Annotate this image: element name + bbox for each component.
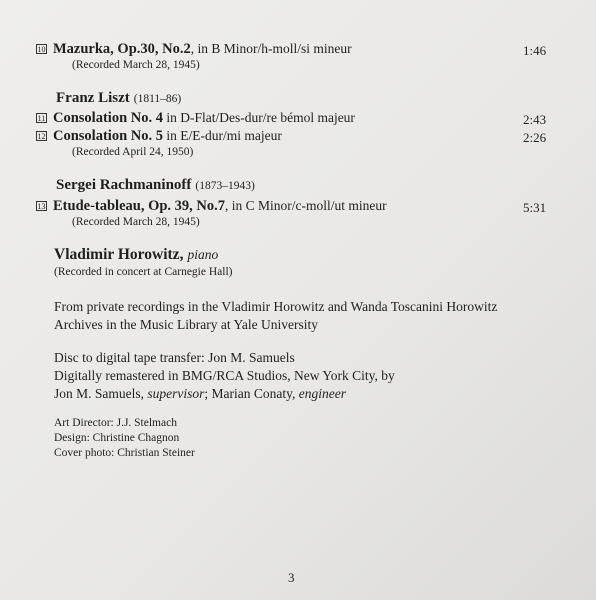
credit-cover-photo: Cover photo: Christian Steiner — [54, 447, 195, 459]
work-detail: , in C Minor/c-moll/ut mineur — [225, 198, 387, 213]
composer-name: Franz Liszt — [56, 90, 130, 106]
source-line: Archives in the Music Library at Yale University — [54, 317, 318, 332]
composer-heading — [56, 89, 181, 107]
credits-block — [54, 416, 195, 461]
page-number: 3 — [288, 570, 295, 585]
work-detail: , in B Minor/h-moll/si mineur — [190, 41, 352, 56]
transfer-line: Disc to digital tape transfer: Jon M. Samuels — [54, 350, 295, 365]
transfer-line: Digitally remastered in BMG/RCA Studios, New York City, by — [54, 368, 395, 383]
transfer-paragraph — [54, 349, 395, 403]
track-duration: 2:43 — [523, 112, 547, 127]
performer-note: (Recorded in concert at Carnegie Hall) — [54, 266, 233, 278]
work-title: Etude-tableau, Op. 39, No.7 — [53, 198, 226, 214]
credit-art-director: Art Director: J.J. Stelmach — [54, 417, 177, 429]
track-number: 10 — [37, 45, 46, 54]
source-line: From private recordings in the Vladimir Horowitz and Wanda Toscanini Horowitz — [54, 299, 498, 314]
track-number: 13 — [37, 202, 46, 211]
recording-date: (Recorded March 28, 1945) — [72, 216, 200, 228]
track-12-line — [36, 128, 282, 145]
track-duration: 2:26 — [523, 130, 547, 145]
recording-date: (Recorded April 24, 1950) — [72, 146, 194, 158]
track-11-line — [36, 110, 355, 127]
engineer-name: ; Marian Conaty, — [204, 386, 299, 401]
track-duration: 1:46 — [523, 43, 547, 58]
credit-design: Design: Christine Chagnon — [54, 432, 180, 444]
composer-name: Sergei Rachmaninoff — [56, 177, 192, 193]
work-title: Consolation No. 5 — [53, 128, 163, 144]
composer-dates: (1873–1943) — [195, 180, 255, 192]
performer-instrument: piano — [187, 247, 219, 262]
performer-name: Vladimir Horowitz, — [54, 246, 184, 263]
work-title: Mazurka, Op.30, No.2 — [53, 41, 191, 57]
source-paragraph — [54, 298, 497, 334]
engineer-name: Jon M. Samuels, — [54, 386, 148, 401]
recording-date: (Recorded March 28, 1945) — [72, 59, 200, 71]
track-13-line — [36, 198, 387, 215]
work-detail: in D-Flat/Des-dur/re bémol majeur — [162, 110, 355, 125]
role: engineer — [298, 386, 346, 401]
composer-dates: (1811–86) — [133, 93, 182, 105]
performer-heading — [54, 246, 218, 264]
work-detail: in E/E-dur/mi majeur — [162, 128, 282, 143]
track-duration: 5:31 — [523, 200, 547, 215]
track-number: 12 — [37, 132, 46, 141]
work-title: Consolation No. 4 — [53, 110, 163, 126]
transfer-line — [54, 385, 395, 403]
track-number: 11 — [37, 114, 46, 123]
track-10-line — [36, 41, 352, 58]
composer-heading — [56, 176, 255, 194]
role: supervisor — [147, 386, 205, 401]
